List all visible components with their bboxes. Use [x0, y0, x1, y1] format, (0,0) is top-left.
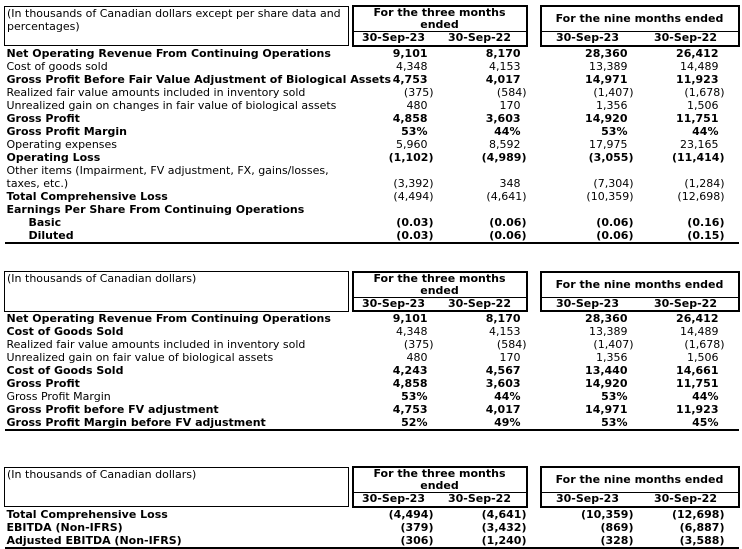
column-group-nine-months: For the nine months ended	[541, 6, 739, 32]
value-cell: 52%	[353, 416, 434, 430]
table-row	[5, 216, 739, 229]
value-cell: (0.03)	[353, 229, 434, 243]
value-cell	[353, 203, 434, 216]
value-cell: 9,101	[392, 312, 428, 325]
value-cell: 53%	[601, 124, 628, 138]
date-header: 30-Sep-22	[434, 32, 527, 46]
value-cell: (0.15)	[634, 229, 739, 243]
column-group-three-months: For the three months ended	[353, 6, 527, 32]
value-cell: (4,989)	[481, 150, 527, 164]
row-label: Diluted	[5, 229, 349, 243]
value-cell: 1,356	[596, 351, 628, 364]
value-cell: 45%	[634, 416, 739, 430]
value-cell: 480	[406, 351, 428, 364]
value-cell: 17,975	[589, 137, 628, 151]
value-cell: 4,348	[396, 325, 428, 338]
value-cell: 348	[499, 176, 521, 190]
row-label: Gross Profit	[6, 377, 80, 390]
table-row	[5, 138, 739, 151]
row-label: Gross Profit Margin	[6, 390, 111, 403]
spacer	[527, 534, 541, 548]
value-cell: (3,055)	[588, 150, 634, 164]
gross-profit-table	[4, 271, 740, 432]
table-row	[5, 229, 739, 243]
spacer	[527, 325, 541, 338]
value-cell: 44%	[494, 390, 521, 403]
value-cell: (11,414)	[671, 150, 725, 164]
value-cell: (0.06)	[596, 215, 634, 229]
value-cell: (379)	[400, 520, 434, 534]
row-label: Unrealized gain on changes in fair value of biological assets	[6, 98, 337, 112]
spacer	[527, 99, 541, 112]
value-cell: 170	[499, 98, 521, 112]
spacer	[527, 46, 541, 60]
value-cell: 26,412	[676, 46, 719, 60]
table-row	[5, 86, 739, 99]
date-header: 30-Sep-22	[434, 493, 527, 507]
row-label: Earnings Per Share From Continuing Operations	[6, 202, 305, 216]
spacer	[527, 403, 541, 416]
value-cell: 14,920	[585, 111, 628, 125]
value-cell: 23,165	[680, 137, 719, 151]
table-row	[5, 151, 739, 164]
value-cell: 4,348	[396, 59, 428, 73]
value-cell: 1,506	[687, 351, 719, 364]
row-label: Gross Profit Before Fair Value Adjustment of Biological Assets	[6, 72, 392, 86]
value-cell: (375)	[403, 338, 434, 351]
table-row	[5, 164, 739, 190]
spacer	[527, 311, 541, 325]
date-header: 30-Sep-23	[541, 493, 634, 507]
value-cell: 4,153	[489, 59, 521, 73]
value-cell: (4,494)	[393, 189, 434, 203]
value-cell: 4,753	[392, 72, 428, 86]
spacer	[527, 390, 541, 403]
value-cell: (1,407)	[593, 85, 634, 99]
value-cell: 11,751	[676, 111, 719, 125]
value-cell: 11,923	[676, 403, 719, 416]
table-row	[5, 60, 739, 73]
financial-report-page	[0, 5, 742, 547]
table-row	[5, 125, 739, 138]
row-label: Cost of goods sold	[6, 59, 108, 73]
value-cell: (0.06)	[489, 215, 527, 229]
value-cell: (0.16)	[687, 215, 725, 229]
date-header: 30-Sep-22	[634, 493, 739, 507]
table-row	[5, 338, 739, 351]
row-label: Gross Profit before FV adjustment	[6, 403, 219, 416]
value-cell: 8,170	[485, 46, 521, 60]
row-label: Gross Profit	[6, 111, 80, 125]
value-cell: 8,592	[489, 137, 521, 151]
table-row	[5, 521, 739, 534]
value-cell: 44%	[692, 390, 719, 403]
value-cell: 14,489	[680, 325, 719, 338]
table-row	[5, 534, 739, 548]
spacer	[527, 203, 541, 216]
value-cell: (1,678)	[684, 85, 725, 99]
header-group-row	[5, 272, 739, 298]
value-cell: 11,751	[676, 377, 719, 390]
column-group-nine-months: For the nine months ended	[541, 467, 739, 493]
table-row	[5, 507, 739, 521]
value-cell: (6,887)	[679, 520, 725, 534]
value-cell: 14,971	[585, 403, 628, 416]
spacer	[527, 125, 541, 138]
value-cell: 14,489	[680, 59, 719, 73]
value-cell: 14,661	[676, 364, 719, 377]
unit-note: (In thousands of Canadian dollars)	[5, 467, 349, 507]
value-cell: 49%	[434, 416, 527, 430]
value-cell: (10,359)	[580, 507, 634, 521]
date-header: 30-Sep-22	[634, 32, 739, 46]
table-row	[5, 403, 739, 416]
value-cell: 3,603	[485, 111, 521, 125]
date-header: 30-Sep-23	[541, 32, 634, 46]
table-row	[5, 99, 739, 112]
date-header: 30-Sep-23	[353, 493, 434, 507]
spacer	[527, 272, 541, 312]
spacer	[527, 112, 541, 125]
date-header: 30-Sep-23	[541, 297, 634, 311]
value-cell: 26,412	[676, 312, 719, 325]
value-cell: (584)	[496, 85, 527, 99]
value-cell: (0.06)	[434, 229, 527, 243]
value-cell: (1,284)	[684, 176, 725, 190]
row-label: Net Operating Revenue From Continuing Operations	[6, 312, 331, 325]
value-cell	[541, 203, 634, 216]
table-row	[5, 112, 739, 125]
value-cell: 1,356	[596, 98, 628, 112]
spacer	[527, 86, 541, 99]
row-label: Other items (Impairment, FV adjustment, FX, gains/losses, taxes, etc.)	[6, 163, 329, 190]
row-label: Total Comprehensive Loss	[6, 507, 168, 521]
value-cell: (0.03)	[396, 215, 434, 229]
income-statement-table	[4, 5, 740, 244]
value-cell: 11,923	[676, 72, 719, 86]
value-cell	[634, 203, 739, 216]
value-cell: 53%	[401, 124, 428, 138]
value-cell: (3,392)	[393, 176, 434, 190]
value-cell: 8,170	[485, 312, 521, 325]
value-cell: 53%	[401, 390, 428, 403]
value-cell: 5,960	[396, 137, 428, 151]
value-cell: (584)	[496, 338, 527, 351]
column-group-three-months: For the three months ended	[353, 467, 527, 493]
table-row	[5, 203, 739, 216]
value-cell: 9,101	[392, 46, 428, 60]
row-label: Unrealized gain on fair value of biological assets	[6, 351, 274, 364]
value-cell: (1,678)	[684, 338, 725, 351]
value-cell: (0.06)	[541, 229, 634, 243]
row-label: Operating expenses	[6, 137, 118, 151]
table-row	[5, 325, 739, 338]
value-cell: 170	[499, 351, 521, 364]
table-row	[5, 46, 739, 60]
column-group-three-months: For the three months ended	[353, 272, 527, 298]
value-cell: 4,017	[485, 72, 521, 86]
value-cell: (4,494)	[388, 507, 434, 521]
header-group-row	[5, 6, 739, 32]
date-header: 30-Sep-22	[634, 297, 739, 311]
column-group-nine-months: For the nine months ended	[541, 272, 739, 298]
value-cell: 480	[406, 98, 428, 112]
spacer	[527, 60, 541, 73]
table-row	[5, 311, 739, 325]
value-cell: 28,360	[585, 46, 628, 60]
spacer	[527, 521, 541, 534]
row-label: Adjusted EBITDA (Non-IFRS)	[5, 534, 349, 548]
row-label: Gross Profit Margin	[6, 124, 127, 138]
value-cell: (12,698)	[671, 507, 725, 521]
value-cell: (1,102)	[388, 150, 434, 164]
row-label: Operating Loss	[6, 150, 101, 164]
spacer	[527, 151, 541, 164]
value-cell: 44%	[692, 124, 719, 138]
value-cell: (1,240)	[434, 534, 527, 548]
value-cell: (328)	[541, 534, 634, 548]
value-cell: (4,641)	[481, 507, 527, 521]
value-cell: 13,389	[589, 325, 628, 338]
value-cell: 53%	[601, 390, 628, 403]
value-cell: (306)	[353, 534, 434, 548]
table-row	[5, 190, 739, 203]
spacer	[527, 138, 541, 151]
value-cell: 13,440	[585, 364, 628, 377]
unit-note: (In thousands of Canadian dollars except per share data and percentages)	[5, 6, 349, 46]
value-cell: (3,588)	[634, 534, 739, 548]
value-cell: 28,360	[585, 312, 628, 325]
unit-note: (In thousands of Canadian dollars)	[5, 272, 349, 312]
row-label: Cost of Goods Sold	[6, 325, 124, 338]
value-cell: (1,407)	[593, 338, 634, 351]
row-label: Net Operating Revenue From Continuing Operations	[6, 46, 331, 60]
table-row	[5, 73, 739, 86]
spacer	[527, 507, 541, 521]
row-label: Gross Profit Margin before FV adjustment	[5, 416, 349, 430]
table-row	[5, 351, 739, 364]
table-row	[5, 377, 739, 390]
value-cell: 4,753	[392, 403, 428, 416]
value-cell: 4,858	[392, 111, 428, 125]
row-label: Basic	[28, 215, 62, 229]
value-cell: 53%	[541, 416, 634, 430]
row-label: Cost of Goods Sold	[6, 364, 124, 377]
value-cell: 4,243	[392, 364, 428, 377]
value-cell: 13,389	[589, 59, 628, 73]
table-row	[5, 416, 739, 430]
value-cell: 3,603	[485, 377, 521, 390]
spacer	[527, 416, 541, 430]
value-cell: 14,920	[585, 377, 628, 390]
spacer	[527, 351, 541, 364]
date-header: 30-Sep-22	[434, 297, 527, 311]
value-cell: (3,432)	[481, 520, 527, 534]
row-label: Total Comprehensive Loss	[6, 189, 168, 203]
spacer	[527, 6, 541, 46]
spacer	[527, 190, 541, 203]
row-label: Realized fair value amounts included in inventory sold	[6, 338, 306, 351]
row-label: Realized fair value amounts included in inventory sold	[6, 85, 306, 99]
value-cell: (10,359)	[586, 189, 634, 203]
spacer	[527, 338, 541, 351]
spacer	[527, 229, 541, 243]
value-cell: 44%	[494, 124, 521, 138]
value-cell: (7,304)	[593, 176, 634, 190]
date-header: 30-Sep-23	[353, 297, 434, 311]
value-cell: 4,567	[485, 364, 521, 377]
spacer	[527, 364, 541, 377]
value-cell: 4,017	[485, 403, 521, 416]
row-label: EBITDA (Non-IFRS)	[6, 520, 123, 534]
ebitda-table	[4, 466, 740, 549]
value-cell: 1,506	[687, 98, 719, 112]
value-cell: (869)	[600, 520, 634, 534]
value-cell	[434, 203, 527, 216]
value-cell: (375)	[403, 85, 434, 99]
spacer	[527, 164, 541, 190]
spacer	[527, 73, 541, 86]
spacer	[527, 216, 541, 229]
value-cell: 4,858	[392, 377, 428, 390]
table-row	[5, 364, 739, 377]
value-cell: (4,641)	[486, 189, 527, 203]
header-group-row	[5, 467, 739, 493]
value-cell: 14,971	[585, 72, 628, 86]
spacer	[527, 377, 541, 390]
value-cell: 4,153	[489, 325, 521, 338]
value-cell: (12,698)	[677, 189, 725, 203]
date-header: 30-Sep-23	[353, 32, 434, 46]
table-row	[5, 390, 739, 403]
spacer	[527, 467, 541, 507]
